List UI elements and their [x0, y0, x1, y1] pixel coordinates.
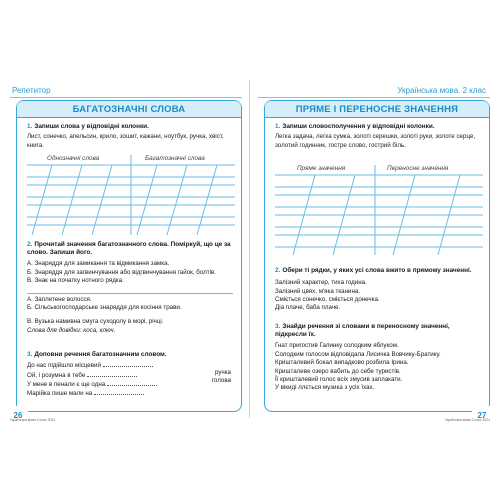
page-footer: Українська мова 2 клас 2024: [10, 418, 56, 422]
task-number: 1.: [27, 123, 33, 130]
right-task-3: [275, 323, 481, 393]
definition-item: В. Знак на початку нотного рядка.: [27, 277, 124, 285]
choice-line[interactable]: Залізний цвях, м'яка тканина.: [275, 287, 361, 295]
definition-list: [27, 260, 233, 335]
task-prompt: Запиши слова у відповідні колонки.: [34, 123, 149, 130]
left-section-title: БАГАТОЗНАЧНІ СЛОВА: [17, 101, 241, 118]
slant-lines: [27, 155, 235, 235]
book-spine: [249, 80, 250, 418]
definition-item: Б. Сільськогосподарське знаряддя для косіння трави.: [27, 304, 182, 312]
side-word: голова: [211, 377, 231, 385]
task-number: 1.: [275, 123, 281, 130]
left-task-3: [27, 351, 233, 399]
left-task-2: [27, 241, 233, 335]
sentence-text: До нас підійшло місцевий: [27, 362, 101, 370]
fill-blank[interactable]: [103, 361, 153, 367]
sentence-line[interactable]: Її кришталевий голос всіх змусив заплакати.: [275, 376, 403, 384]
task-prompt: Знайди речення зі словами в переносному значенні, підкресли їх.: [275, 323, 450, 339]
fill-blank[interactable]: [87, 371, 137, 377]
sentence-line[interactable]: Кришталеве озеро вабить до себе туристів.: [275, 367, 401, 375]
task-number: 3.: [27, 351, 33, 358]
fill-blank[interactable]: [107, 380, 157, 386]
fill-blank[interactable]: [94, 389, 144, 395]
definition-item: Б. Знаряддя для загвинчування або відгвинчування гайок, болтів.: [27, 268, 216, 276]
column-header-figurative: Переносне значення: [387, 165, 449, 172]
sentence-line[interactable]: Кришталевий бокал випадково розбила Ірина.: [275, 359, 409, 367]
left-task-1: [27, 123, 233, 150]
choice-line[interactable]: Сміється сонечко, сміється донечка.: [275, 296, 380, 304]
right-running-head: Українська мова. 2 клас: [397, 86, 486, 95]
task-prompt: Прочитай значення багатозначного слова. Поміркуй, що це за слово. Запиши його.: [27, 241, 231, 257]
answer-line[interactable]: [27, 286, 233, 294]
right-page: [254, 72, 494, 424]
sentence-line[interactable]: Гнат пригостив Галинку солодким яблуком.: [275, 342, 399, 350]
sentence-line: [27, 389, 233, 398]
page-footer: Українська мова 2 клас 2024: [444, 418, 490, 422]
left-page: [6, 72, 246, 424]
sentence-text: У мене в пенали є ще одна: [27, 381, 106, 389]
sentence-line[interactable]: Солодким голосом відповідала Лисичка Вовчику-Братику.: [275, 350, 441, 358]
column-header-single-meaning: Однозначні слова: [47, 155, 100, 162]
left-running-head: Репетитор: [12, 86, 51, 95]
task-prompt: Запиши словосполучення у відповідні колонки.: [282, 123, 435, 130]
task-number: 2.: [275, 267, 281, 274]
choice-line[interactable]: Діа плаче, баба плаче.: [275, 304, 341, 312]
definition-item: А. Знаряддя для замикання та відмикання замка.: [27, 260, 170, 268]
right-writing-grid: [275, 165, 481, 255]
right-exercise-frame: [264, 100, 490, 412]
column-header-literal: Пряме значення: [297, 165, 346, 172]
sentence-line: [27, 380, 233, 389]
sentence-line: [27, 371, 233, 380]
choice-line[interactable]: Залізний характер, тиха година.: [275, 279, 367, 287]
hint-words: Слова для довідки: коса, ключ.: [27, 326, 116, 334]
definition-item: А. Заплетене волосся.: [27, 295, 92, 303]
task-prompt: Обери ті рядки, у яких усі слова вжито в прямому значенні.: [282, 267, 472, 274]
book-spread: [0, 72, 500, 424]
definition-item: В. Вузька намивна смуга суходолу в морі, річці.: [27, 318, 164, 326]
left-exercise-frame: [16, 100, 242, 412]
task-prompt: Доповни речення багатозначним словом.: [34, 351, 167, 358]
page-number: 27: [472, 406, 492, 426]
sentence-line[interactable]: У вікиді ллється музика з усіх їхах.: [275, 384, 375, 392]
sentence-text: Ой, і розумна в тебе: [27, 371, 86, 379]
task-number: 2.: [27, 241, 33, 248]
left-writing-grid: [27, 155, 233, 235]
task-number: 3.: [275, 323, 281, 330]
column-header-multi-meaning: Багатозначні слова: [145, 155, 205, 162]
sentence-list: [27, 361, 233, 399]
sentence-list: [275, 342, 481, 392]
sentence-line: [27, 361, 233, 370]
slant-lines: [275, 165, 483, 255]
sentence-text: Марійка пише мали на: [27, 390, 93, 398]
left-header-rule: [10, 97, 242, 98]
right-task-2: [275, 267, 481, 313]
side-word: ручка: [215, 369, 231, 377]
word-list: Лист, сонечко, апельсин, крило, зошит, кажани, ноутбук, ручка, хвіст, книга.: [27, 133, 224, 149]
line-list: [275, 279, 481, 313]
page-number: 26: [8, 406, 28, 426]
right-header-rule: [258, 97, 490, 98]
right-section-title: ПРЯМЕ І ПЕРЕНОСНЕ ЗНАЧЕННЯ: [265, 101, 489, 118]
right-task-1: [275, 123, 481, 150]
phrase-list: Легка задача, легка сумка, золоті серешки, золоті руки, золоте серце, золотий годинник, гостре слово, гострий біль.: [275, 133, 476, 149]
